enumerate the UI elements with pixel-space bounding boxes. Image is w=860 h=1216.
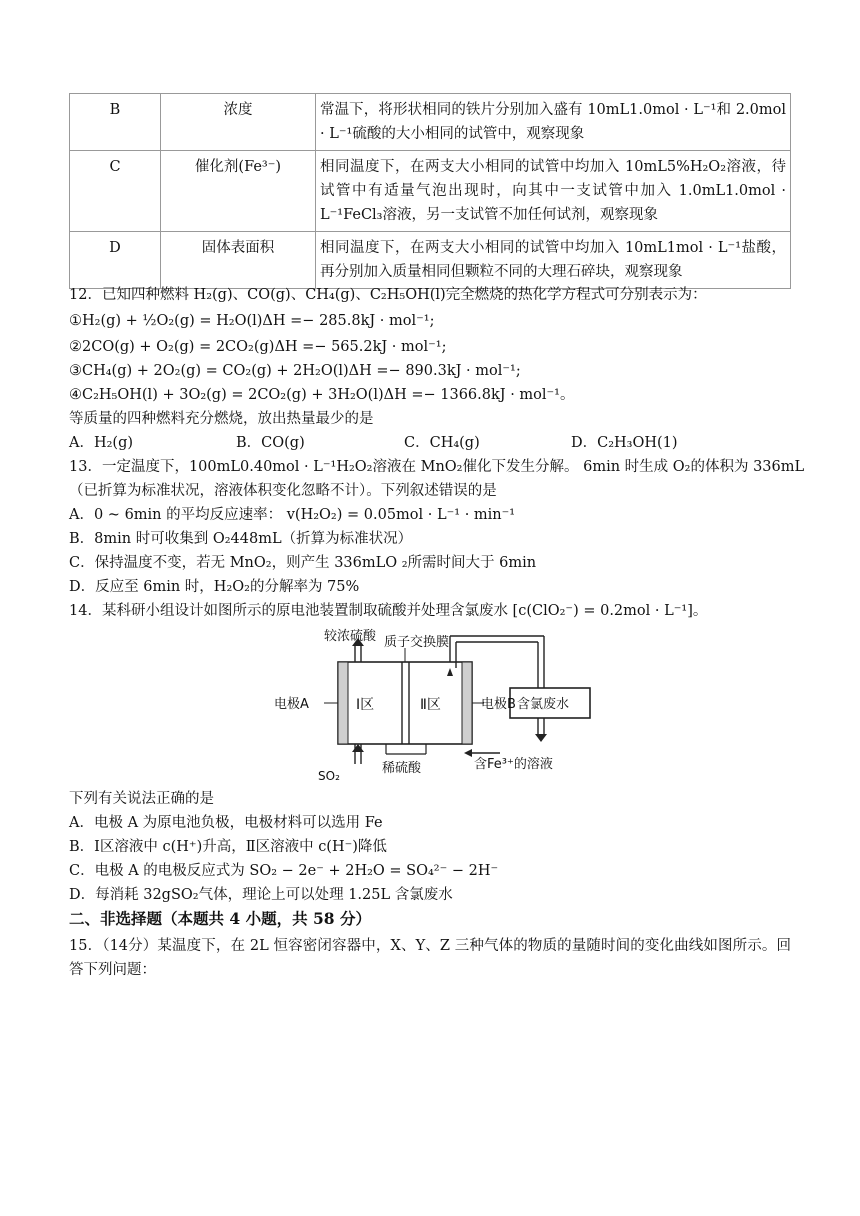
row-description: 相同温度下，在两支大小相同的试管中均加入 10mL1mol · L⁻¹盐酸，再分别加入质量相同但颗粒不同的大理石碎块，观察现象: [316, 232, 791, 289]
row-description: 常温下，将形状相同的铁片分别加入盛有 10mL1.0mol · L⁻¹和 2.0mol · L⁻¹硫酸的大小相同的试管中，观察现象: [316, 94, 791, 151]
row-factor: 固体表面积: [161, 232, 316, 289]
diagram-label-waste: 含氯废水: [517, 697, 570, 712]
table-row: [70, 232, 791, 289]
diagram-label-so2: SO₂: [318, 769, 340, 783]
q12-equation-3: ③CH₄(g) + 2O₂(g) = CO₂(g) + 2H₂O(l)ΔH =− 890.3kJ · mol⁻¹;: [69, 363, 521, 379]
q14-option-d: D．每消耗 32gSO₂气体，理论上可以处理 1.25L 含氯废水: [69, 887, 453, 903]
diagram-label-zone-2: Ⅱ区: [420, 697, 441, 713]
diagram-label-zone-1: Ⅰ区: [356, 697, 375, 713]
diagram-label-membrane: 质子交换膜: [384, 635, 450, 650]
q12-option-d: D．C₂H₃OH(1): [571, 435, 678, 451]
row-label: B: [70, 94, 161, 151]
table-row: [70, 94, 791, 151]
q12-stem: 12．已知四种燃料 H₂(g)、CO(g)、CH₄(g)、C₂H₅OH(l)完全燃烧的热化学方程式可分别表示为：: [69, 287, 707, 303]
q13-stem-line-2: （已折算为标准状况，溶液体积变化忽略不计）。下列叙述错误的是: [69, 483, 497, 499]
experiment-table: [69, 93, 791, 289]
q14-option-a: A．电极 A 为原电池负极，电极材料可以选用 Fe: [69, 815, 383, 831]
row-label: C: [70, 151, 161, 232]
diagram-label-dilute-acid: 稀硫酸: [382, 761, 422, 776]
q13-stem-line-1: 13．一定温度下，100mL0.40mol · L⁻¹H₂O₂溶液在 MnO₂催化下发生分解。 6min 时生成 O₂的体积为 336mL: [69, 459, 805, 475]
q13-option-c: C．保持温度不变，若无 MnO₂，则产生 336mLO ₂所需时间大于 6min: [69, 555, 537, 571]
diagram-label-top: 较浓硫酸: [324, 629, 377, 644]
q14-stem: 14．某科研小组设计如图所示的原电池装置制取硫酸并处理含氯废水 [c(ClO₂⁻) = 0.2mol · L⁻¹]。: [69, 603, 708, 619]
q14-option-b: B．Ⅰ区溶液中 c(H⁺)升高，Ⅱ区溶液中 c(H⁻)降低: [69, 839, 387, 855]
q13-option-a: A．0 ~ 6min 的平均反应速率： v(H₂O₂) = 0.05mol · L⁻¹ · min⁻¹: [69, 507, 516, 523]
q12-option-b: B．CO(g): [236, 435, 305, 451]
q12-equation-4: ④C₂H₅OH(l) + 3O₂(g) = 2CO₂(g) + 3H₂O(l)ΔH =− 1366.8kJ · mol⁻¹。: [69, 387, 575, 403]
row-factor: 浓度: [161, 94, 316, 151]
row-factor: 催化剂(Fe³⁻): [161, 151, 316, 232]
q12-equation-1: ①H₂(g) + ½O₂(g) = H₂O(l)ΔH =− 285.8kJ · mol⁻¹;: [69, 313, 435, 329]
section-heading: 二、非选择题（本题共 4 小题，共 58 分）: [69, 909, 371, 928]
q12-question: 等质量的四种燃料充分燃烧，放出热量最少的是: [69, 411, 374, 427]
diagram-label-fe-solution: 含Fe³⁺的溶液: [474, 757, 553, 772]
q13-option-b: B．8min 时可收集到 O₂448mL（折算为标准状况）: [69, 531, 413, 547]
q12-option-c: C．CH₄(g): [404, 435, 480, 451]
diagram-label-electrode-a: 电极A: [274, 697, 309, 712]
q12-option-a: A．H₂(g): [69, 435, 134, 451]
diagram-label-electrode-b: 电极B: [481, 697, 516, 712]
battery-diagram: [268, 622, 600, 784]
q14-option-c: C．电极 A 的电极反应式为 SO₂ − 2e⁻ + 2H₂O = SO₄²⁻ − 2H⁻: [69, 863, 499, 879]
table-row: [70, 151, 791, 232]
row-description: 相同温度下，在两支大小相同的试管中均加入 10mL5%H₂O₂溶液，待试管中有适量气泡出现时，向其中一支试管中加入 1.0mL1.0mol · L⁻¹FeCl₃溶液，另一支试管不加任何试剂，观察现象: [316, 151, 791, 232]
q12-equation-2: ②2CO(g) + O₂(g) = 2CO₂(g)ΔH =− 565.2kJ · mol⁻¹;: [69, 339, 447, 355]
q13-option-d: D．反应至 6min 时，H₂O₂的分解率为 75%: [69, 579, 360, 595]
q15-stem: 15．（14分）某温度下，在 2L 恒容密闭容器中，X、Y、Z 三种气体的物质的量随时间的变化曲线如图所示。回答下列问题：: [69, 938, 791, 978]
q14-question: 下列有关说法正确的是: [69, 791, 214, 807]
row-label: D: [70, 232, 161, 289]
